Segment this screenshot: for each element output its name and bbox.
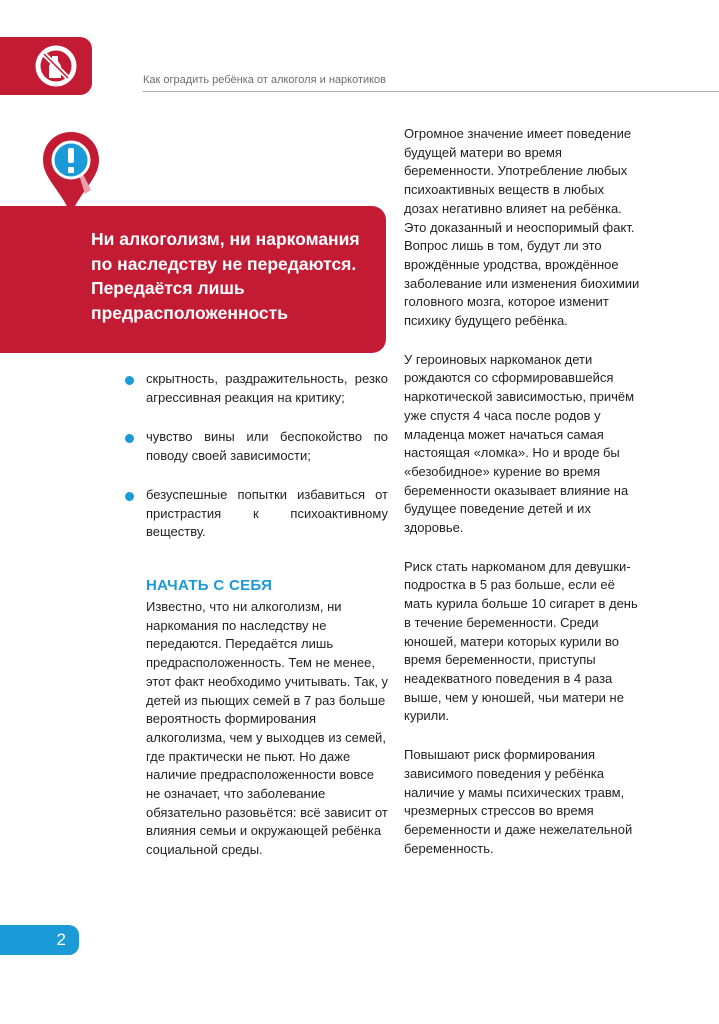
list-item-text: чувство вины или беспокойство по поводу своей зависимости; <box>146 429 388 463</box>
list-item <box>146 428 388 465</box>
callout-text: Ни алкоголизм, ни наркомания по наследству не передаются. Передаётся лишь предрасположенность <box>91 229 360 323</box>
header-title: Как оградить ребёнка от алкоголя и наркотиков <box>143 74 387 86</box>
header-logo-tab <box>0 37 92 95</box>
list-item-text: скрытность, раздражительность, резко агрессивная реакция на критику; <box>146 371 388 405</box>
header-divider <box>143 91 719 92</box>
bullet-dot-icon <box>125 492 134 501</box>
exclamation-pin-icon <box>41 130 101 216</box>
list-item <box>146 486 388 542</box>
section-text: Известно, что ни алкоголизм, ни наркомания по наследству не передаются. Передаётся лишь предрасположенность. Тем не менее, этот факт необходимо учитывать. Так, у детей из пьющих семей в 7 раз больше вероятность формирования алкоголизма, чем у выходцев из семей, где практически не пьют. Но даже наличие предрасположенности вовсе не означает, что заболевание обязательно разовьётся: всё зависит от влияния семьи и окружающей ребёнка социальной среды. <box>146 599 389 858</box>
no-drinking-icon <box>33 43 79 89</box>
list-item-text: безуспешные попытки избавиться от пристрастия к психоактивному веществу. <box>146 487 388 539</box>
paragraph: Риск стать наркоманом для девушки-подростка в 5 раз больше, если её мать курила больше 10 сигарет в день в течение беременности. Среди юношей, матери которых курили во время беременности, приступы неадекватного поведения в 4 раза выше, чем у юношей, чьи матери не курили. <box>404 558 638 724</box>
paragraph: Повышают риск формирования зависимого поведения у ребёнка наличие у мамы психических травм, чрезмерных стрессов во время беременности и даже нежелательной беременность. <box>404 747 633 856</box>
list-item <box>146 370 388 407</box>
right-column <box>404 125 640 878</box>
bullet-dot-icon <box>125 376 134 385</box>
bullet-list <box>146 370 388 563</box>
page-number: 2 <box>0 925 79 955</box>
paragraph: Огромное значение имеет поведение будущей матери во время беременности. Употребление любых психоактивных веществ в любых дозах негативно влияет на ребёнка. Это доказанный и неоспоримый факт. Вопрос лишь в том, будут ли это врождённые уродства, врождённое заболевание или изменения биохимии головного мозга, которое изменит психику будущего ребёнка. <box>404 126 640 329</box>
bullet-dot-icon <box>125 434 134 443</box>
paragraph: У героиновых наркоманок дети рождаются со сформировавшейся наркотической зависимостью, причём уже спустя 4 часа после родов у младенца может начаться самая настоящая «ломка». Но и вроде бы «безобидное» курение во время беременности оказывает влияние на будущее поведение детей и их здоровье. <box>404 351 635 536</box>
section-heading: НАЧАТЬ С СЕБЯ <box>146 577 273 594</box>
